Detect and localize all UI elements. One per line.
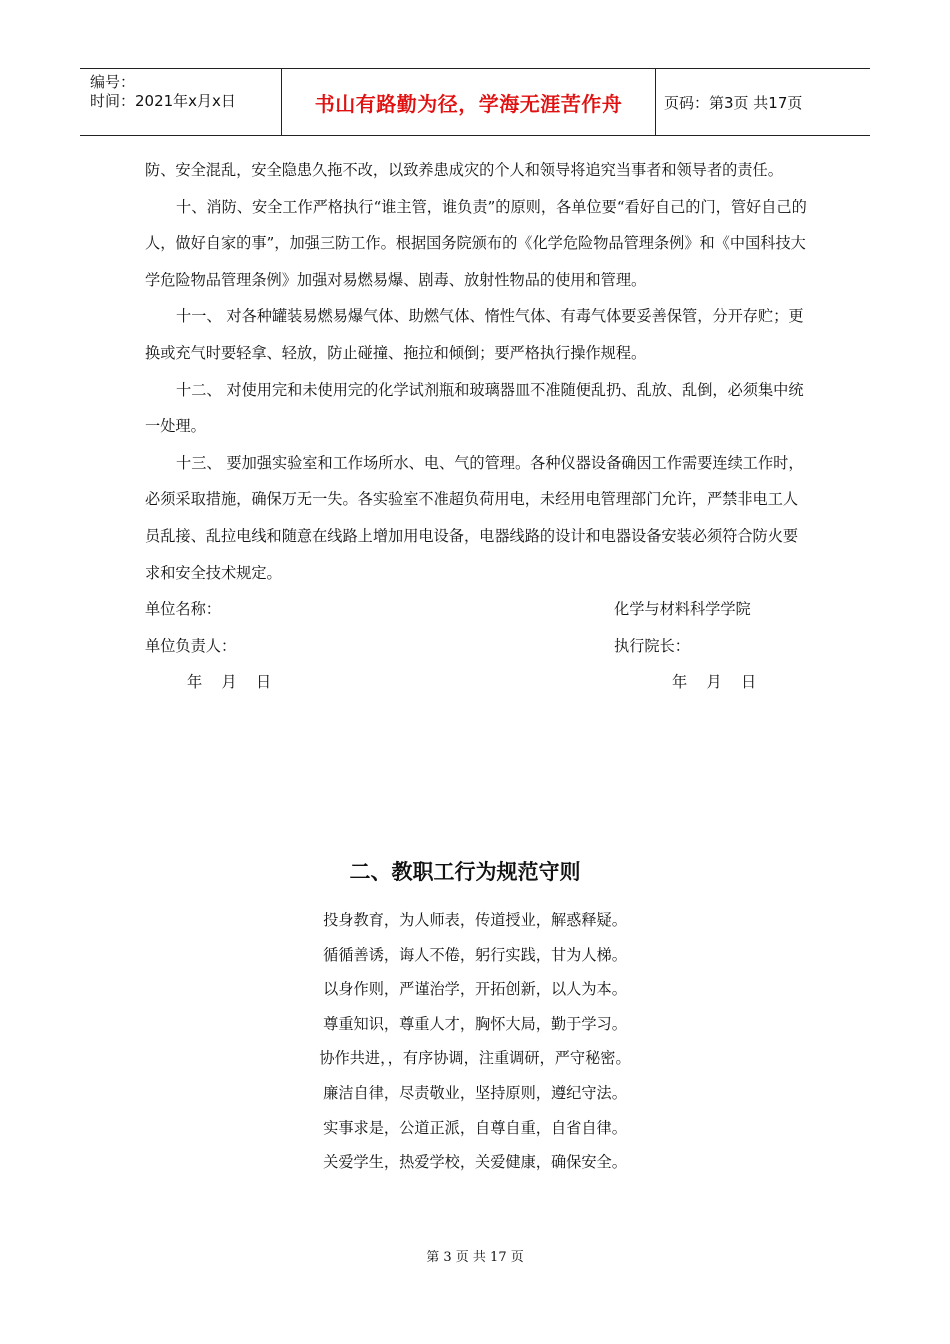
verse-line: 尊重知识，尊重人才，胸怀大局，勤于学习。 xyxy=(323,1014,627,1033)
serial-label: 编号： xyxy=(90,73,136,91)
exec-dean-label: 执行院长： xyxy=(614,636,690,655)
paragraph: 防、安全混乱，安全隐患久拖不改，以致养患成灾的个人和领导将追究当事者和领导者的责任。 xyxy=(145,161,783,179)
header-page-label: 页码：第3页 共17页 xyxy=(664,93,803,112)
verse-line: 以身作则，严谨治学，开拓创新，以人为本。 xyxy=(323,980,627,999)
signature-date-row xyxy=(145,664,810,701)
header-motto: 书山有路勤为径，学海无涯苦作舟 xyxy=(282,69,656,135)
verse-line: 协作共进，，有序协调，注重调研，严守秘密。 xyxy=(319,1049,631,1068)
document-body xyxy=(145,152,810,701)
paragraph: 十三、 要加强实验室和工作场所水、电、气的管理。各种仪器设备确因工作需要连续工作时，必须采取措施，确保万无一失。各实验室不准超负荷用电，未经用电管理部门允许，严禁非电工人员乱接、乱拉电线和随意在线路上增加用电设备，电器线路的设计和电器设备安装必须符合防火要求和安全技术规定。 xyxy=(145,453,804,582)
signature-row-1 xyxy=(145,591,810,628)
verse-line: 实事求是，公道正派，自尊自重，自省自律。 xyxy=(323,1118,627,1137)
verse-line: 廉洁自律，尽责敬业，坚持原则，遵纪守法。 xyxy=(323,1083,627,1102)
page-header xyxy=(80,68,870,136)
signature-row-2 xyxy=(145,628,810,665)
paragraph: 十、消防、安全工作严格执行“谁主管，谁负责”的原则，各单位要“看好自己的门，管好自己的人，做好自家的事”，加强三防工作。根据国务院颁布的《化学危险物品管理条例》和《中国科技大学危险物品管理条例》加强对易燃易爆、剧毒、放射性物品的使用和管理。 xyxy=(145,197,807,289)
code-of-conduct-verses xyxy=(0,903,950,1180)
paragraph: 十二、 对使用完和未使用完的化学试剂瓶和玻璃器皿不准随便乱扔、乱放、乱倒，必须集中统一处理。 xyxy=(145,380,804,436)
date-left: 年 月 日 xyxy=(187,673,272,692)
page-footer: 第 3 页 共 17 页 xyxy=(426,1250,524,1265)
paragraph: 十一、 对各种罐装易燃易爆气体、助燃气体、惰性气体、有毒气体要妥善保管，分开存贮；更换或充气时要轻拿、轻放，防止碰撞、拖拉和倾倒；要严格执行操作规程。 xyxy=(145,307,804,362)
unit-name-label: 单位名称： xyxy=(145,600,221,619)
college-name: 化学与材料科学学院 xyxy=(614,600,751,619)
date-right: 年 月 日 xyxy=(672,673,757,692)
section-title: 二、教职工行为规范守则 xyxy=(349,860,581,884)
time-label: 时间：2021年x月x日 xyxy=(90,92,236,110)
verse-line: 投身教育，为人师表，传道授业，解惑释疑。 xyxy=(323,911,627,929)
verse-line: 关爱学生，热爱学校，关爱健康，确保安全。 xyxy=(323,1153,627,1172)
header-meta xyxy=(80,69,282,135)
verse-line: 循循善诱，诲人不倦，躬行实践，甘为人梯。 xyxy=(323,945,627,964)
unit-head-label: 单位负责人： xyxy=(145,636,237,655)
